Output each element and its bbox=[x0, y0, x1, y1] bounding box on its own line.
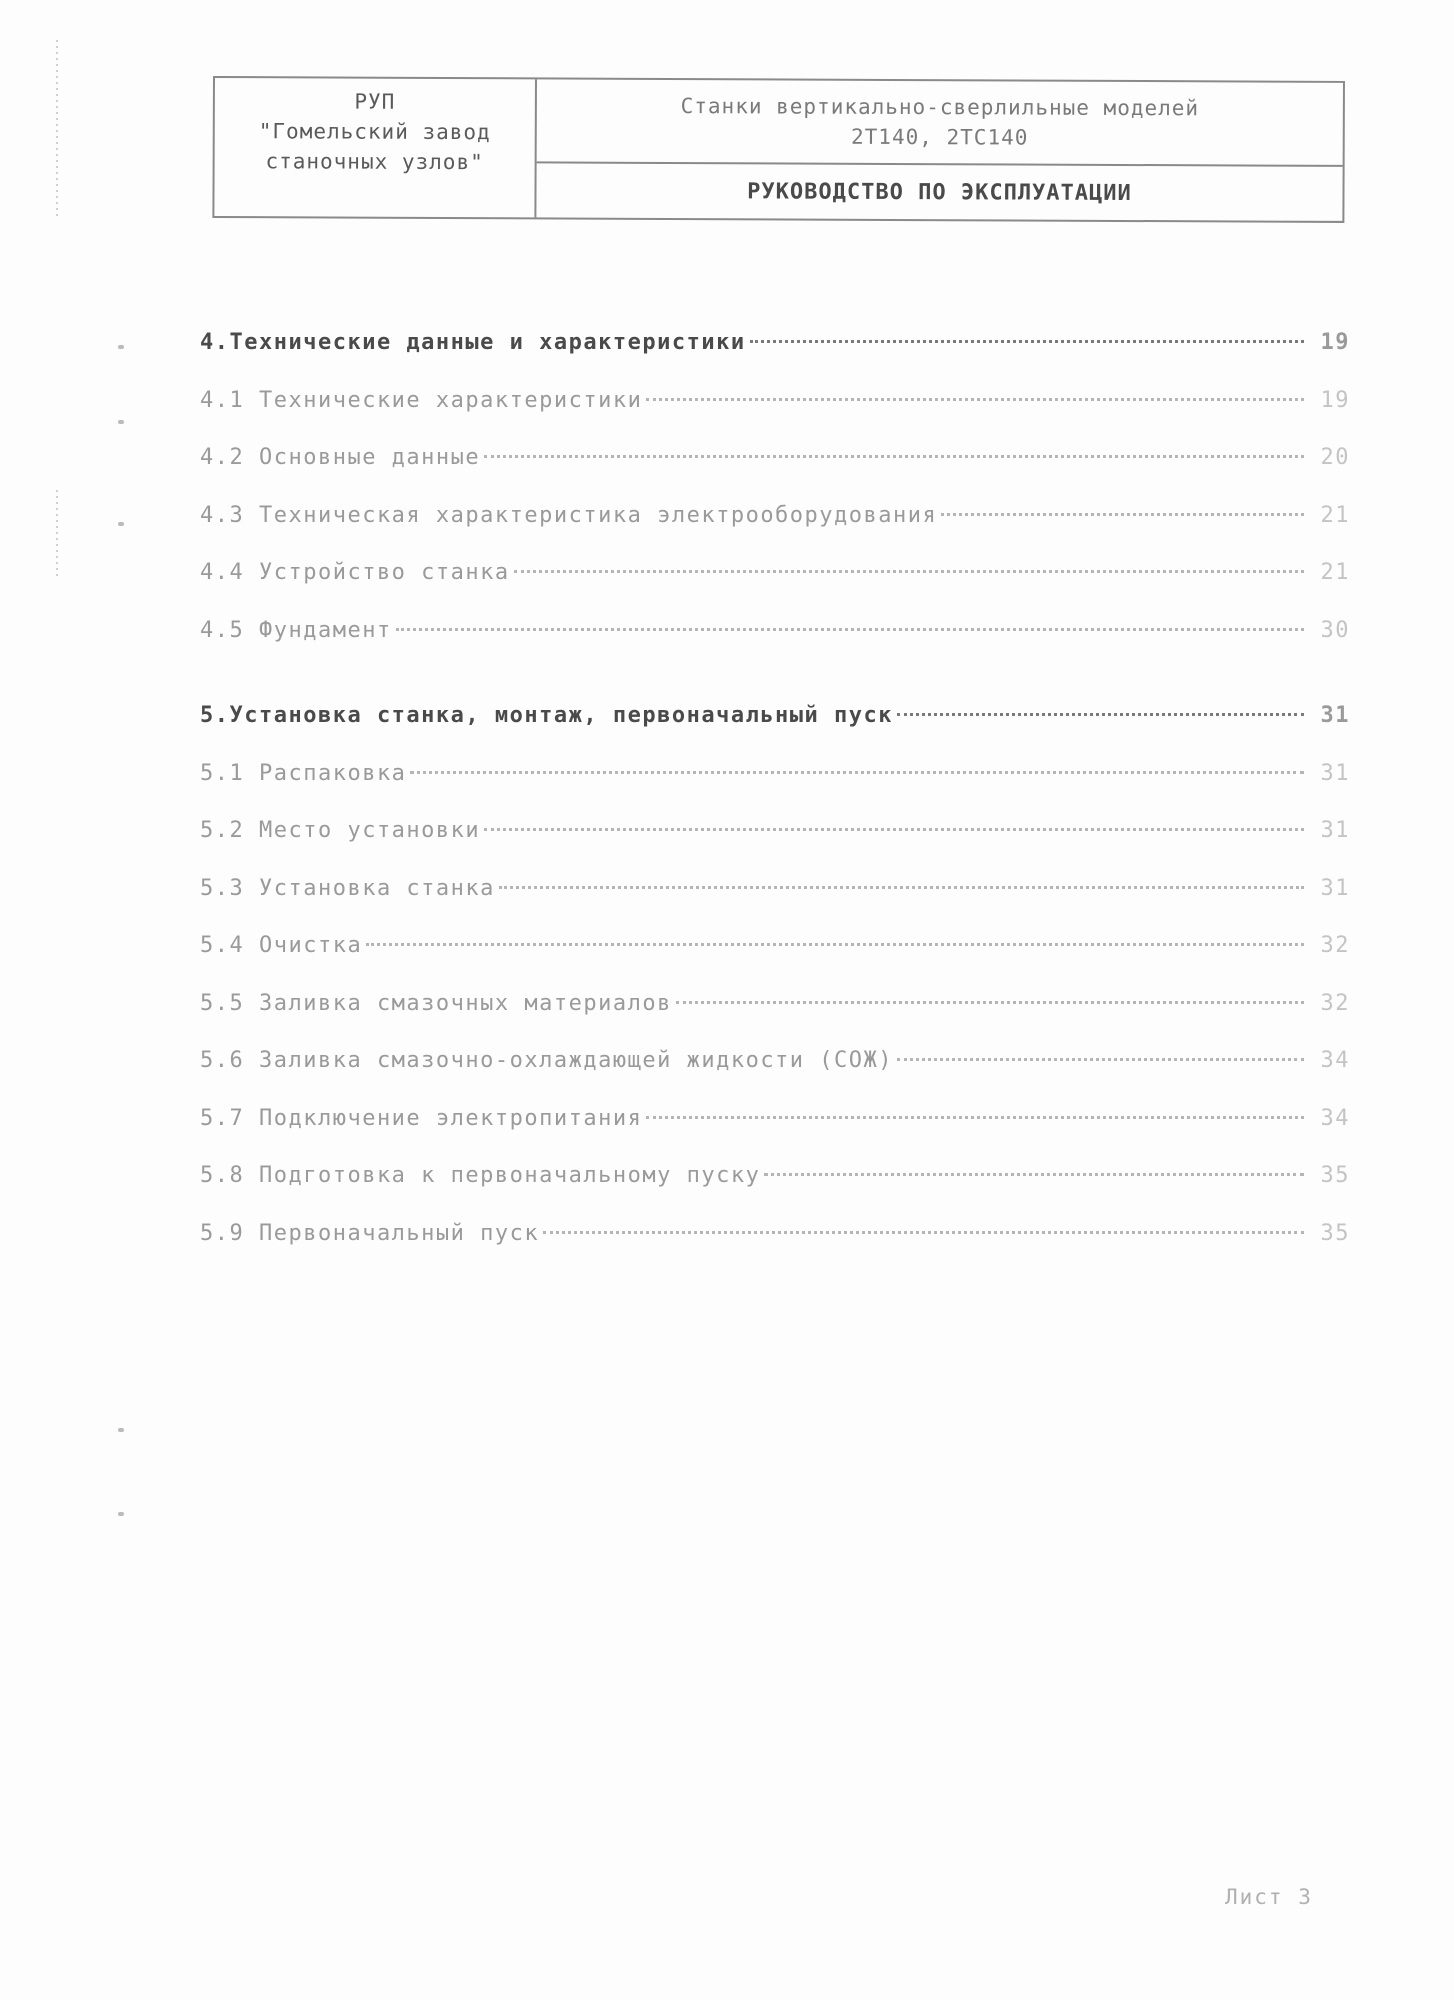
toc-page-number: 21 bbox=[1320, 502, 1350, 528]
toc-leader bbox=[750, 340, 1304, 343]
toc-entry bbox=[200, 388, 1350, 446]
toc-page-number: 35 bbox=[1320, 1163, 1350, 1188]
toc-page-number: 21 bbox=[1320, 560, 1350, 585]
toc-page-number: 19 bbox=[1320, 387, 1350, 413]
toc-page-number: 32 bbox=[1320, 990, 1350, 1016]
toc-title: 4.4 Устройство станка bbox=[200, 560, 510, 585]
toc-page-number: 34 bbox=[1320, 1105, 1350, 1131]
toc-leader bbox=[646, 398, 1304, 401]
toc-title: 4.Технические данные и характеристики bbox=[200, 330, 746, 355]
toc-section-5 bbox=[200, 703, 1350, 1278]
toc-entry bbox=[200, 933, 1350, 991]
table-of-contents bbox=[200, 330, 1350, 1306]
scan-speckle bbox=[56, 490, 58, 580]
toc-leader bbox=[484, 828, 1304, 831]
toc-title: 4.5 Фундамент bbox=[200, 617, 392, 643]
toc-title: 5.7 Подключение электропитания bbox=[200, 1105, 643, 1131]
toc-heading bbox=[200, 330, 1350, 388]
toc-entry bbox=[200, 1163, 1350, 1221]
scan-mark bbox=[118, 345, 124, 349]
toc-title: 4.3 Техническая характеристика электрооборудования bbox=[200, 502, 938, 528]
scan-mark bbox=[118, 420, 124, 424]
toc-leader bbox=[676, 1001, 1304, 1004]
toc-leader bbox=[764, 1173, 1304, 1176]
org-line: "Гомельский завод bbox=[258, 119, 491, 145]
toc-entry bbox=[200, 618, 1350, 676]
scan-mark bbox=[118, 1512, 124, 1516]
toc-leader bbox=[941, 513, 1304, 516]
toc-title: 5.4 Очистка bbox=[200, 933, 363, 958]
product-cell bbox=[537, 79, 1343, 167]
toc-page-number: 31 bbox=[1320, 760, 1350, 786]
toc-section-4 bbox=[200, 330, 1350, 675]
toc-entry bbox=[200, 818, 1350, 876]
product-models: 2Т140, 2ТС140 bbox=[851, 124, 1029, 150]
toc-page-number: 19 bbox=[1320, 330, 1350, 355]
toc-page-number: 31 bbox=[1320, 703, 1350, 728]
toc-page-number: 31 bbox=[1320, 875, 1350, 901]
toc-entry bbox=[200, 876, 1350, 934]
toc-entry bbox=[200, 991, 1350, 1049]
toc-title: 5.3 Установка станка bbox=[200, 875, 495, 901]
toc-leader bbox=[514, 570, 1304, 573]
toc-leader bbox=[646, 1116, 1304, 1119]
toc-entry bbox=[200, 761, 1350, 819]
toc-entry bbox=[200, 445, 1350, 503]
toc-title: 5.6 Заливка смазочно-охлаждающей жидкости (СОЖ) bbox=[200, 1048, 894, 1073]
org-line: РУП bbox=[354, 89, 396, 114]
toc-page-number: 34 bbox=[1320, 1048, 1350, 1073]
org-line: станочных узлов" bbox=[265, 149, 484, 175]
title-block bbox=[212, 76, 1345, 223]
toc-page-number: 31 bbox=[1320, 818, 1350, 843]
toc-page-number: 20 bbox=[1320, 445, 1350, 470]
toc-page-number: 30 bbox=[1320, 617, 1350, 643]
toc-title: 5.Установка станка, монтаж, первоначальный пуск bbox=[200, 703, 894, 728]
toc-title: 5.8 Подготовка к первоначальному пуску bbox=[200, 1163, 761, 1188]
organization-cell bbox=[214, 78, 537, 217]
toc-page-number: 32 bbox=[1320, 933, 1350, 958]
document-title-cell bbox=[536, 163, 1342, 221]
toc-leader bbox=[897, 1058, 1304, 1061]
toc-leader bbox=[897, 713, 1304, 716]
toc-title: 5.5 Заливка смазочных материалов bbox=[200, 990, 672, 1016]
scan-speckle bbox=[56, 40, 58, 220]
document-title: РУКОВОДСТВО ПО ЭКСПЛУАТАЦИИ bbox=[747, 178, 1132, 206]
toc-title: 5.9 Первоначальный пуск bbox=[200, 1220, 540, 1246]
toc-leader bbox=[484, 455, 1304, 458]
toc-leader bbox=[499, 886, 1304, 889]
toc-entry bbox=[200, 560, 1350, 618]
toc-page-number: 35 bbox=[1320, 1220, 1350, 1246]
scan-mark bbox=[118, 1428, 124, 1432]
toc-entry bbox=[200, 503, 1350, 561]
toc-leader bbox=[410, 771, 1304, 774]
toc-entry bbox=[200, 1106, 1350, 1164]
toc-leader bbox=[396, 628, 1304, 631]
toc-title: 4.2 Основные данные bbox=[200, 445, 481, 470]
toc-title: 5.1 Распаковка bbox=[200, 760, 407, 786]
toc-leader bbox=[366, 943, 1304, 946]
toc-heading bbox=[200, 703, 1350, 761]
toc-entry bbox=[200, 1048, 1350, 1106]
toc-title: 5.2 Место установки bbox=[200, 818, 481, 843]
product-name: Станки вертикально-сверлильные моделей bbox=[680, 94, 1200, 121]
sheet-number: Лист 3 bbox=[1225, 1885, 1313, 1909]
toc-title: 4.1 Технические характеристики bbox=[200, 387, 643, 413]
toc-entry bbox=[200, 1221, 1350, 1279]
scan-mark bbox=[118, 522, 124, 526]
toc-leader bbox=[543, 1231, 1304, 1234]
